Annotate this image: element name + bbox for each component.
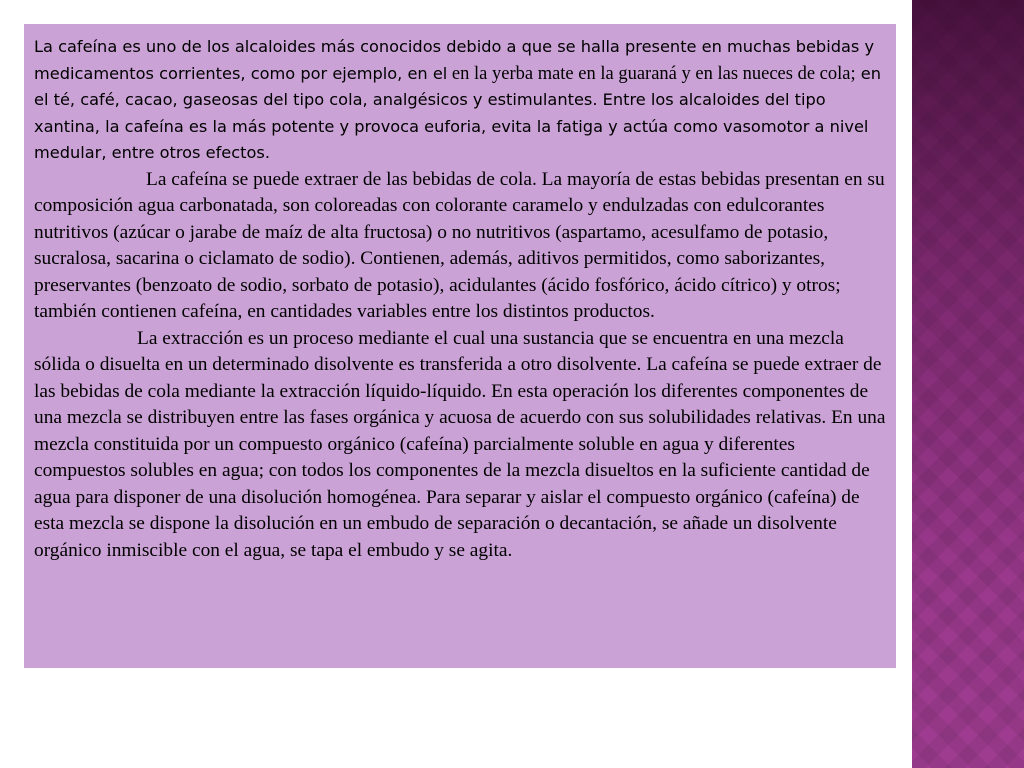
text-box <box>24 24 896 668</box>
paragraph-1-serif-part: en la yerba mate en la guaraná y en las nueces de cola; <box>447 63 856 84</box>
paragraph-1-sans-tail: en el té, café, cacao, gaseosas del tipo cola, analgésicos y estimulantes. Entre los alcaloides del tipo xantina, la cafeína es la más potente y provoca euforia, evita la fatiga y actúa como vasomotor a nivel medular, entre otros efectos. <box>34 63 882 162</box>
paragraph-2: La cafeína se puede extraer de las bebidas de cola. La mayoría de estas bebidas presentan en su composición agua carbonatada, son coloreadas con colorante caramelo y endulzadas con edulcorantes nutritivos (azúcar o jarabe de maíz de alta fructosa) o no nutritivos (aspartamo, acesulfamo de potasio, sucralosa, sacarina o ciclamato de sodio). Contienen, además, aditivos permitidos, como saborizantes, preservantes (benzoato de sodio, sorbato de potasio), acidulantes (ácido fosfórico, ácido cítrico) y otros; también contienen cafeína, en cantidades variables entre los distintos productos. <box>34 168 885 322</box>
paragraph-1 <box>34 34 886 167</box>
paragraph-3: La extracción es un proceso mediante el cual una sustancia que se encuentra en una mezcla sólida o disuelta en un determinado disolvente es transferida a otro disolvente. La cafeína se puede extraer de las bebidas de cola mediante la extracción líquido-líquido. En esta operación los diferentes componentes de una mezcla se distribuyen entre las fases orgánica y acuosa de acuerdo con sus solubilidades relativas. En una mezcla constituida por un compuesto orgánico (cafeína) parcialmente soluble en agua y diferentes compuestos solubles en agua; con todos los componentes de la mezcla disueltos en la suficiente cantidad de agua para disponer de una disolución homogénea. Para separar y aislar el compuesto orgánico (cafeína) de esta mezcla se dispone la disolución en un embudo de separación o decantación, se añade un disolvente orgánico inmiscible con el agua, se tapa el embudo y se agita. <box>34 327 886 561</box>
decorative-side-strip <box>912 0 1024 768</box>
paragraph-1-sans-part: La cafeína es uno de los alcaloides más conocidos debido a que se halla presente en muchas bebidas y medicamentos corrientes, como por ejemplo, en el <box>34 37 875 83</box>
